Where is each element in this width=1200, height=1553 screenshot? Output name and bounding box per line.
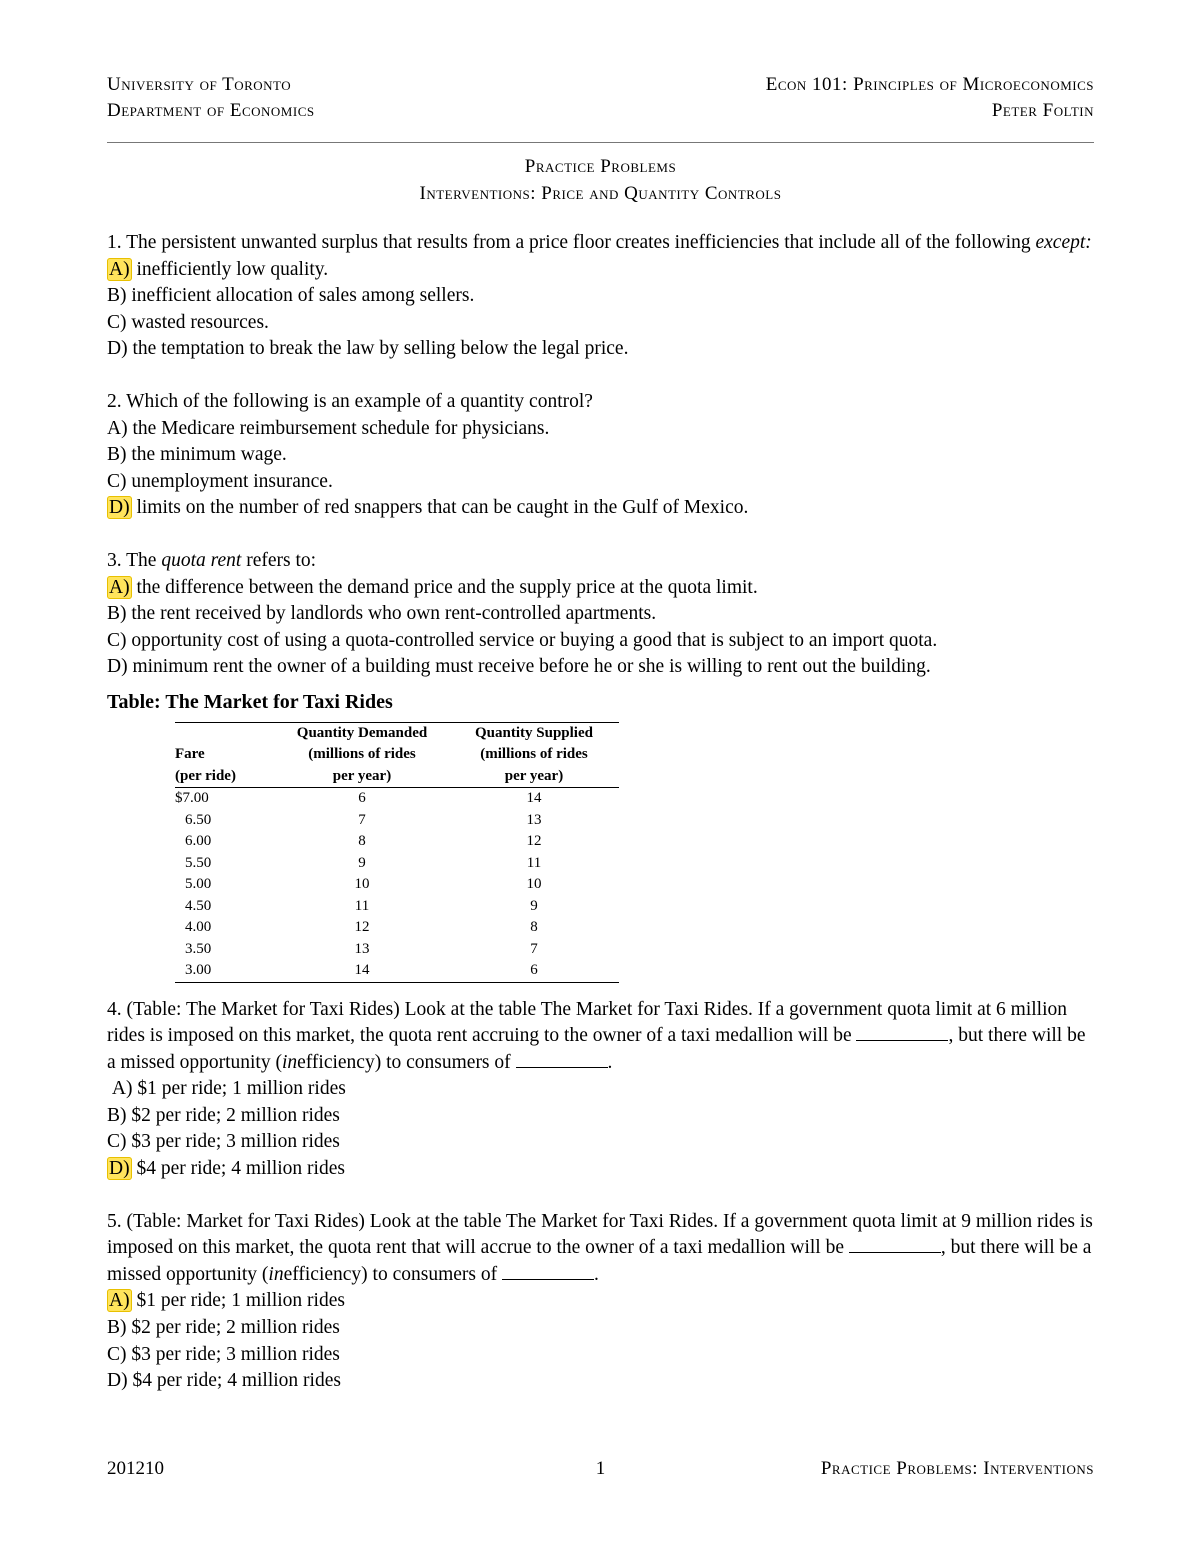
document-title xyxy=(107,153,1094,207)
footer-title: Practice Problems: Interventions xyxy=(820,1458,1094,1479)
question-4-emphasis: in xyxy=(281,1051,298,1073)
question-3-text-end: refers to: xyxy=(241,549,317,571)
table-row xyxy=(175,960,619,982)
option-2a xyxy=(107,416,1094,443)
table-row xyxy=(175,874,619,896)
answer-highlight: D) xyxy=(109,1158,130,1180)
option-letter: D) xyxy=(107,1370,128,1392)
column-header-quantity-supplied: Quantity Supplied (millions of rides per year) xyxy=(449,722,619,788)
demanded-cell: 13 xyxy=(354,940,370,957)
question-5-text-4: . xyxy=(594,1263,599,1285)
option-1a xyxy=(107,257,1094,284)
supplied-cell: 13 xyxy=(526,811,542,828)
question-4-text-2: , but there will be a missed opportunity ( xyxy=(107,1025,1086,1073)
supplied-cell: 7 xyxy=(530,940,538,957)
supplied-cell: 9 xyxy=(530,897,538,914)
column-header-quantity-demanded: Quantity Demanded (millions of rides per year) xyxy=(275,722,449,788)
option-text: $2 per ride; 2 million rides xyxy=(126,1104,340,1126)
table-row xyxy=(175,896,619,918)
question-5 xyxy=(107,1209,1094,1395)
question-5-text: 5. (Table: Market for Taxi Rides) Look at the table The Market for Taxi Rides. If a government quota limit at 9 million rides is imposed on this market, the quota rent that will accrue to the owner of a taxi medallion will be xyxy=(107,1210,1093,1259)
option-2b xyxy=(107,442,1094,469)
answer-blank xyxy=(849,1238,941,1253)
demanded-cell: 7 xyxy=(358,811,366,828)
supplied-cell: 8 xyxy=(530,919,538,935)
question-2 xyxy=(107,389,1094,522)
option-text: $1 per ride; 1 million rides xyxy=(132,1078,346,1100)
option-text: minimum rent the owner of a building must receive before he or she is willing to rent out the building. xyxy=(127,656,931,678)
option-text: the temptation to break the law by selling below the legal price. xyxy=(127,338,629,360)
option-letter: C) xyxy=(107,629,127,651)
header-divider xyxy=(107,142,1094,143)
answer-highlight: A) xyxy=(109,576,130,598)
fare-cell: 5.00 xyxy=(185,876,212,892)
option-text: limits on the number of red snappers that can be caught in the Gulf of Mexico. xyxy=(131,497,749,519)
title-line-1: Practice Problems xyxy=(524,156,677,177)
answer-blank xyxy=(516,1053,608,1068)
demanded-cell: 11 xyxy=(354,897,370,914)
option-letter: A) xyxy=(107,417,128,439)
document-body xyxy=(107,230,1094,1395)
taxi-market-table xyxy=(175,722,619,983)
fare-cell: 4.50 xyxy=(185,897,212,914)
option-text: $4 per ride; 4 million rides xyxy=(127,1370,341,1392)
demanded-cell: 6 xyxy=(358,790,366,806)
department-name: Department of Economics xyxy=(107,100,315,121)
option-text: the difference between the demand price and the supply price at the quota limit. xyxy=(131,576,758,598)
demanded-cell: 9 xyxy=(358,854,366,871)
option-text: inefficiently low quality. xyxy=(131,258,329,280)
option-text: inefficient allocation of sales among sellers. xyxy=(126,285,475,307)
option-text: $2 per ride; 2 million rides xyxy=(126,1317,340,1339)
option-4b xyxy=(107,1103,1094,1130)
option-5c xyxy=(107,1342,1094,1369)
table-row xyxy=(175,939,619,961)
course-name: Econ 101: Principles of Microeconomics xyxy=(765,74,1094,95)
answer-highlight: A) xyxy=(109,258,130,280)
question-1-emphasis: except: xyxy=(1035,232,1092,253)
question-5-emphasis: in xyxy=(268,1263,284,1285)
option-5b xyxy=(107,1315,1094,1342)
option-letter: B) xyxy=(107,444,127,466)
answer-highlight: A) xyxy=(109,1290,130,1312)
question-5-text-2: , but there will be a missed opportunity ( xyxy=(107,1237,1092,1285)
option-text: the minimum wage. xyxy=(126,444,287,466)
question-4-stem xyxy=(107,997,1094,1077)
option-1b xyxy=(107,283,1094,310)
fare-cell: 6.00 xyxy=(185,833,212,849)
title-line-2: Interventions: Price and Quantity Controls xyxy=(419,183,782,204)
demanded-cell: 8 xyxy=(358,833,366,849)
supplied-cell: 11 xyxy=(526,854,542,871)
option-text: the rent received by landlords who own rent-controlled apartments. xyxy=(126,603,657,625)
question-1-text: 1. The persistent unwanted surplus that results from a price floor creates inefficiencies that include all of the following xyxy=(107,232,1036,253)
option-1d xyxy=(107,336,1094,363)
option-letter: C) xyxy=(107,311,127,333)
fare-cell: 3.00 xyxy=(185,962,212,978)
question-4-text-3: efficiency) to consumers of xyxy=(297,1051,516,1073)
option-2c xyxy=(107,469,1094,496)
table-row xyxy=(175,853,619,875)
option-letter: D) xyxy=(107,656,128,678)
supplied-cell: 14 xyxy=(526,790,542,806)
option-letter: A) xyxy=(111,1078,133,1100)
supplied-cell: 12 xyxy=(526,833,542,849)
table-title: Table: The Market for Taxi Rides xyxy=(107,690,393,713)
option-3a xyxy=(107,575,1094,602)
question-1-stem xyxy=(107,230,1094,257)
option-letter: C) xyxy=(107,1131,127,1153)
question-4-text: 4. (Table: The Market for Taxi Rides) Look at the table The Market for Taxi Rides. If a government quota limit at 6 million rides is imposed on this market, the quota rent accruing to the owner of a taxi medallion will be xyxy=(107,998,1068,1047)
table-row xyxy=(175,810,619,832)
option-text: wasted resources. xyxy=(126,311,269,333)
university-name: University of Toronto xyxy=(107,74,292,95)
document-page xyxy=(107,0,1094,1553)
option-text: unemployment insurance. xyxy=(126,470,333,492)
answer-highlight: D) xyxy=(109,497,130,519)
option-letter: C) xyxy=(107,1343,127,1365)
supplied-cell: 10 xyxy=(526,876,542,892)
demanded-cell: 12 xyxy=(354,919,370,935)
option-3d xyxy=(107,654,1094,681)
option-2d xyxy=(107,495,1094,522)
demanded-cell: 10 xyxy=(354,876,370,892)
answer-blank xyxy=(856,1026,948,1041)
question-2-stem: 2. Which of the following is an example of a quantity control? xyxy=(107,390,593,412)
fare-cell: 3.50 xyxy=(185,940,212,957)
fare-cell: $7.00 xyxy=(175,790,209,806)
question-3 xyxy=(107,548,1094,681)
option-5a xyxy=(107,1288,1094,1315)
option-text: $3 per ride; 3 million rides xyxy=(126,1343,340,1365)
option-text: the Medicare reimbursement schedule for physicians. xyxy=(127,417,550,439)
option-4d xyxy=(107,1156,1094,1183)
option-text: $4 per ride; 4 million rides xyxy=(131,1158,345,1180)
option-letter: B) xyxy=(107,285,127,307)
column-header-fare: Fare (per ride) xyxy=(175,722,275,788)
question-5-stem xyxy=(107,1209,1094,1289)
question-5-text-3: efficiency) to consumers of xyxy=(283,1263,502,1285)
fare-cell: 4.00 xyxy=(185,919,212,935)
question-3-emphasis: quota rent xyxy=(161,549,242,571)
question-3-text: 3. The xyxy=(107,549,162,571)
option-letter: B) xyxy=(107,603,127,625)
option-3b xyxy=(107,601,1094,628)
option-3c xyxy=(107,628,1094,655)
option-text: $3 per ride; 3 million rides xyxy=(126,1131,340,1153)
table-header-row xyxy=(175,722,619,788)
option-5d xyxy=(107,1368,1094,1395)
option-4a xyxy=(107,1076,1094,1103)
demanded-cell: 14 xyxy=(354,962,370,978)
option-letter: C) xyxy=(107,470,127,492)
fare-cell: 6.50 xyxy=(185,811,212,828)
question-3-stem xyxy=(107,548,1094,575)
table-row xyxy=(175,917,619,939)
instructor-name: Peter Foltin xyxy=(991,100,1094,121)
option-text: $1 per ride; 1 million rides xyxy=(131,1290,345,1312)
table-row xyxy=(175,831,619,853)
footer-term-code: 201210 xyxy=(107,1458,164,1479)
fare-cell: 5.50 xyxy=(185,854,212,871)
option-letter: D) xyxy=(107,338,128,360)
table-row xyxy=(175,788,619,810)
answer-blank xyxy=(502,1265,594,1280)
option-4c xyxy=(107,1129,1094,1156)
question-1 xyxy=(107,230,1094,363)
option-letter: B) xyxy=(107,1317,127,1339)
option-letter: B) xyxy=(107,1104,127,1126)
question-4 xyxy=(107,997,1094,1183)
page-number: 1 xyxy=(595,1458,606,1479)
option-text: opportunity cost of using a quota-controlled service or buying a good that is subject to an import quota. xyxy=(126,629,938,651)
option-1c xyxy=(107,310,1094,337)
question-4-text-4: . xyxy=(607,1051,613,1073)
supplied-cell: 6 xyxy=(530,962,538,978)
